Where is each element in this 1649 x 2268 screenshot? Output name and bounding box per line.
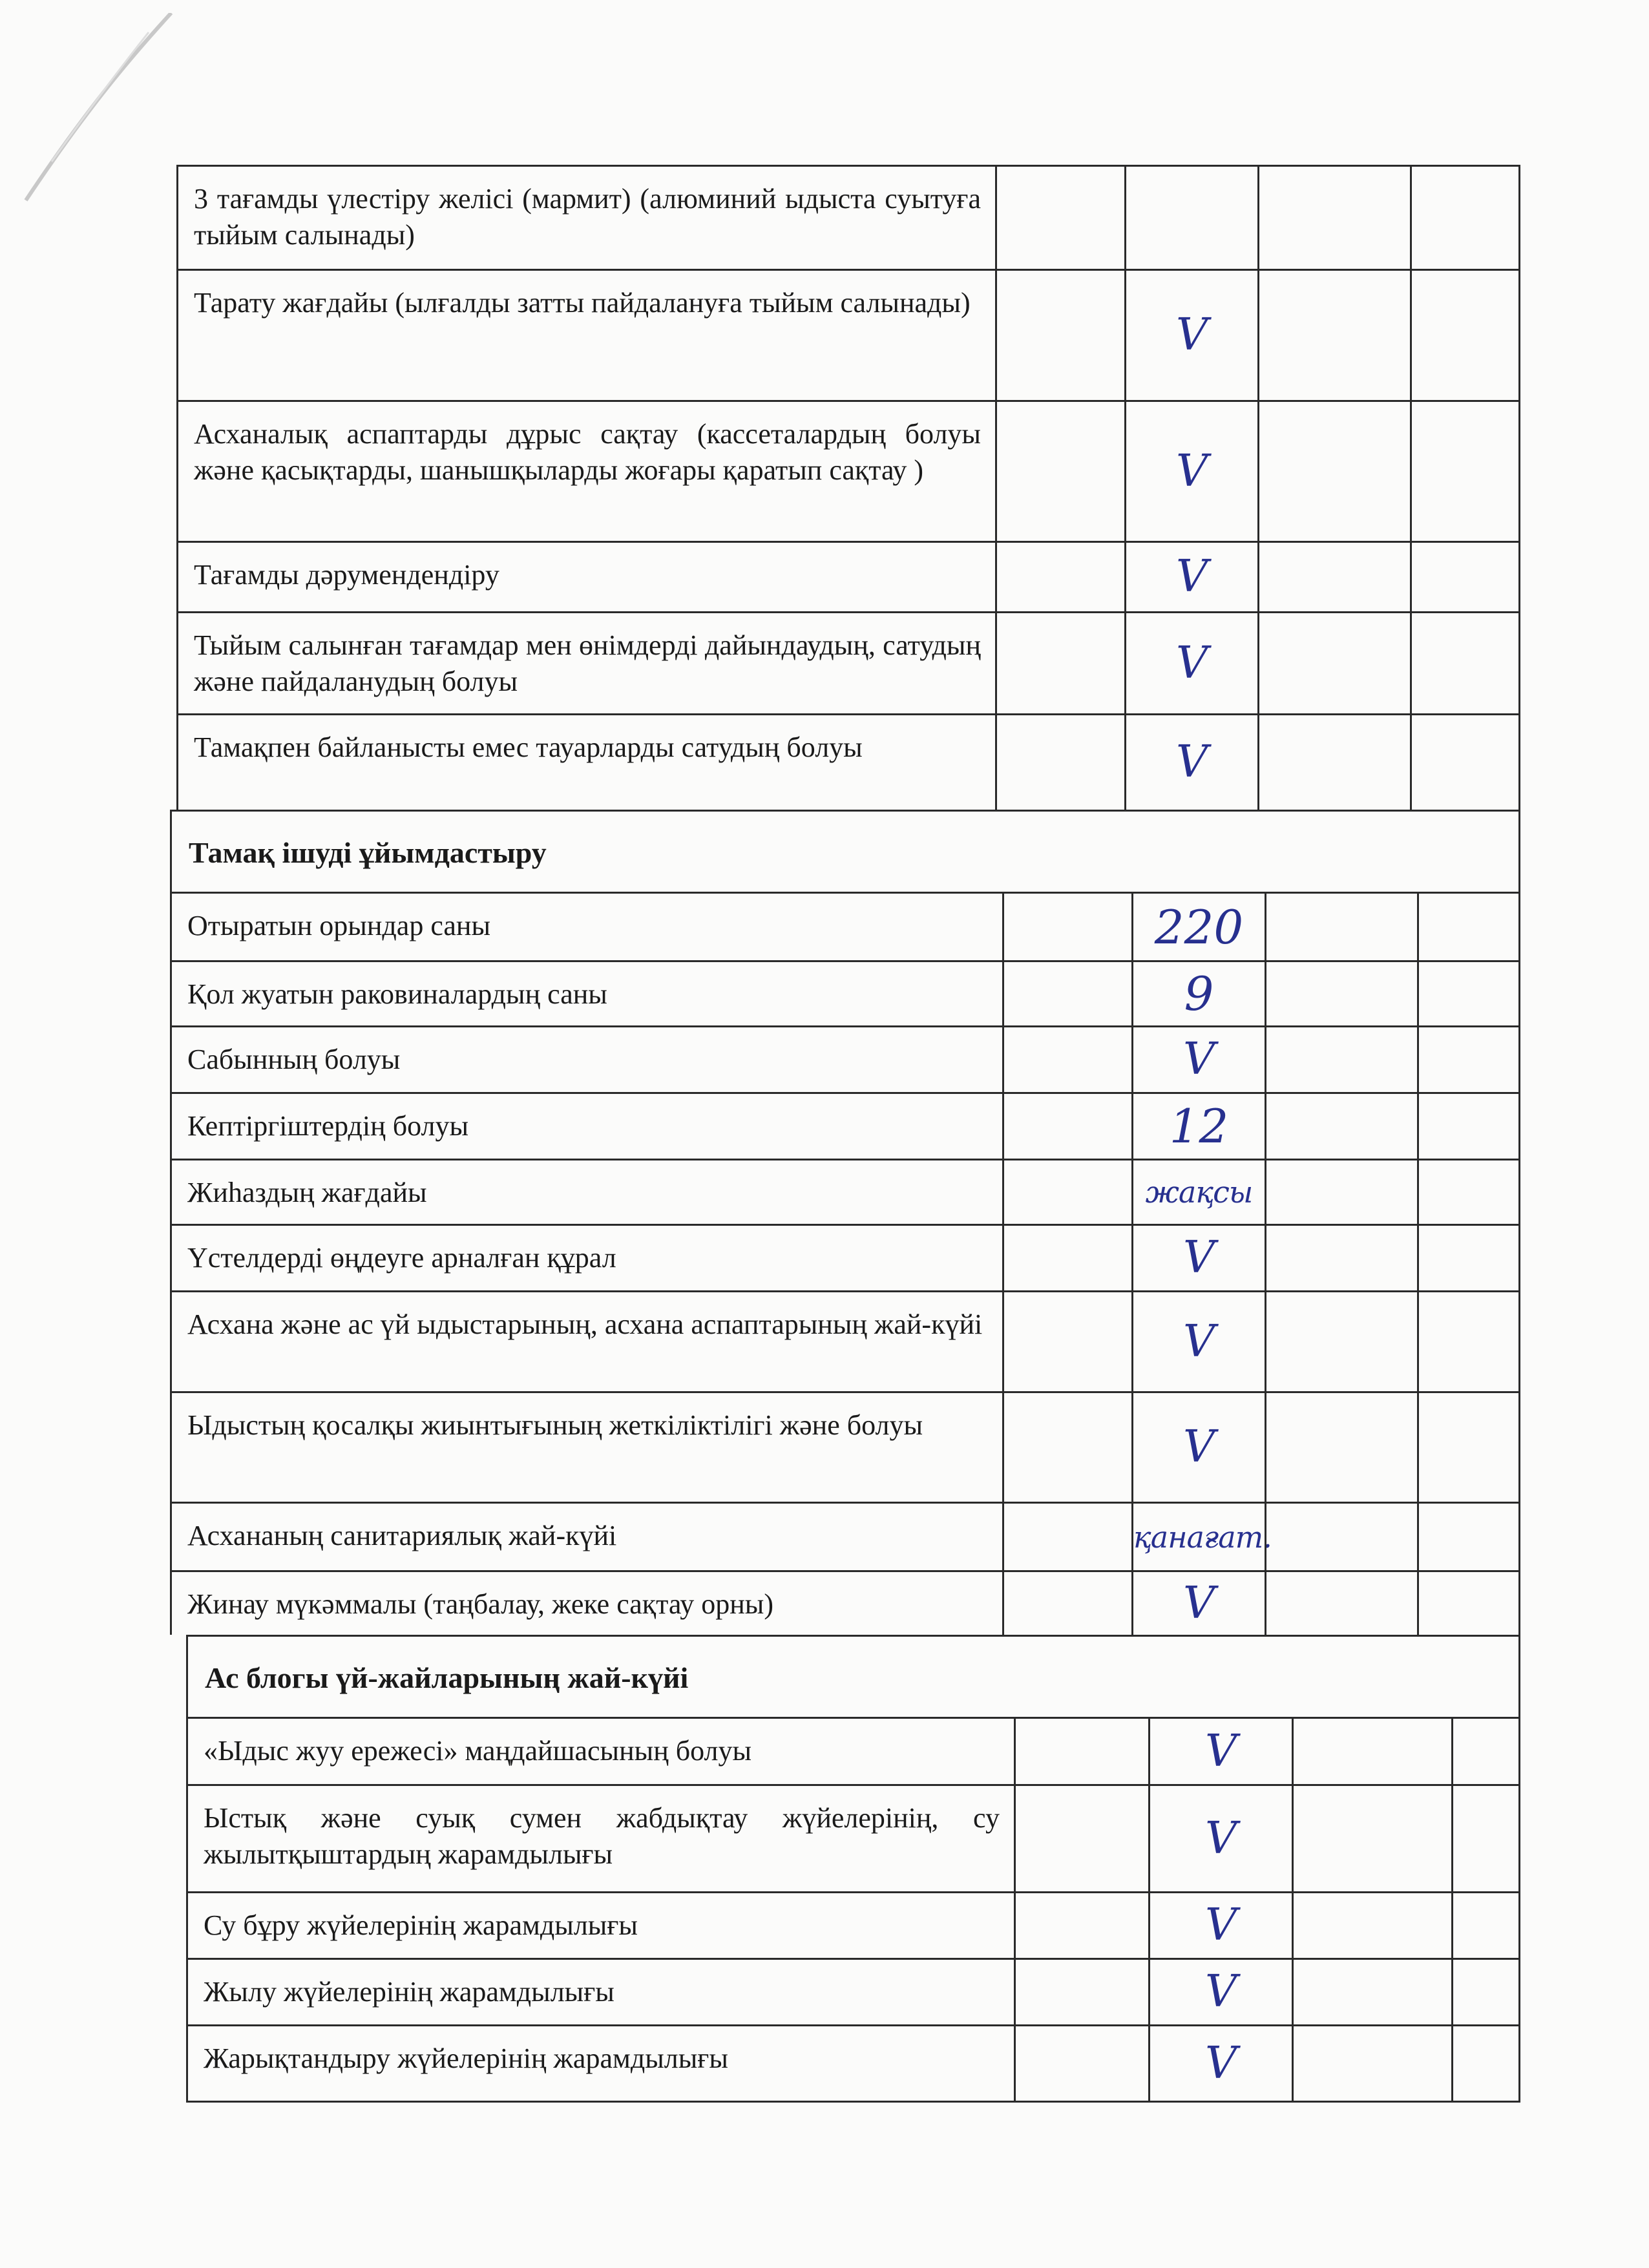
check-cell-2 xyxy=(1148,1960,1292,2024)
table-row xyxy=(172,1572,1518,1635)
table-row xyxy=(172,1094,1518,1160)
table-row xyxy=(172,894,1518,962)
check-cell-4 xyxy=(1451,2026,1518,2101)
handwritten-mark: V xyxy=(1182,1577,1215,1629)
row-label: Ыдыстың қосалқы жиынтығының жеткіліктілігі және болуы xyxy=(187,1409,923,1441)
check-cell-4 xyxy=(1417,1292,1518,1391)
check-cell-1 xyxy=(995,402,1124,541)
check-cell-4 xyxy=(1410,167,1518,269)
check-cell-2 xyxy=(1131,894,1265,960)
check-cell-3 xyxy=(1265,962,1417,1025)
checklist-table xyxy=(176,165,1520,2103)
row-label: Үстелдерді өңдеуге арналған құрал xyxy=(187,1242,616,1274)
check-cell-2 xyxy=(1131,1094,1265,1159)
check-cell-1 xyxy=(1002,1226,1131,1290)
check-cell-3 xyxy=(1292,1960,1451,2024)
check-cell-3 xyxy=(1257,543,1410,611)
check-cell-4 xyxy=(1417,1160,1518,1224)
check-cell-2 xyxy=(1131,1393,1265,1502)
handwritten-mark: 220 xyxy=(1154,899,1244,954)
table-row xyxy=(178,402,1518,543)
check-cell-1 xyxy=(1002,962,1131,1025)
check-cell-1 xyxy=(995,167,1124,269)
check-cell-2 xyxy=(1124,715,1257,810)
row-label: «Ыдыс жуу ережесі» маңдайшасының болуы xyxy=(204,1735,752,1767)
check-cell-4 xyxy=(1417,1027,1518,1092)
row-label: Асхана және ас үй ыдыстарының, асхана аспаптарының жай-күйі xyxy=(187,1308,983,1340)
table-row xyxy=(188,1786,1518,1893)
scan-artifact-line xyxy=(13,13,181,220)
row-label: Сабынның болуы xyxy=(187,1044,401,1075)
check-cell-3 xyxy=(1257,613,1410,713)
handwritten-mark: V xyxy=(1182,1232,1215,1283)
check-cell-3 xyxy=(1257,167,1410,269)
check-cell-2 xyxy=(1131,1504,1272,1570)
section-header: Ас блогы үй-жайларының жай-күйі xyxy=(205,1661,689,1694)
check-cell-4 xyxy=(1451,1719,1518,1784)
check-cell-4 xyxy=(1417,1504,1518,1570)
check-cell-1 xyxy=(1002,1504,1131,1570)
check-cell-3 xyxy=(1265,1572,1417,1635)
check-cell-4 xyxy=(1417,894,1518,960)
check-cell-4 xyxy=(1451,1786,1518,1891)
handwritten-mark: V xyxy=(1182,1316,1215,1367)
check-cell-3 xyxy=(1265,1393,1417,1502)
table-row xyxy=(188,1719,1518,1786)
check-cell-3 xyxy=(1257,271,1410,400)
handwritten-mark: 12 xyxy=(1169,1099,1229,1153)
handwritten-mark: жақсы xyxy=(1145,1175,1253,1210)
check-cell-2 xyxy=(1148,2026,1292,2101)
check-cell-2 xyxy=(1124,613,1257,713)
check-cell-1 xyxy=(1014,1893,1148,1958)
row-label: Қол жуатын раковиналардың саны xyxy=(187,978,607,1010)
row-label: Тағамды дәрумендендіру xyxy=(194,559,499,591)
row-label: Жинау мүкәммалы (таңбалау, жеке сақтау орны) xyxy=(187,1588,773,1620)
check-cell-4 xyxy=(1410,613,1518,713)
check-cell-1 xyxy=(995,715,1124,810)
table-row xyxy=(188,1893,1518,1960)
table-section-top xyxy=(176,165,1520,810)
row-label: 3 тағамды үлестіру желісі (мармит) (алюминий ыдыста суытуға тыйым салынады) xyxy=(194,183,981,251)
section-header: Тамақ ішуді ұйымдастыру xyxy=(189,836,547,869)
check-cell-3 xyxy=(1257,402,1410,541)
check-cell-3 xyxy=(1292,2026,1451,2101)
check-cell-2 xyxy=(1148,1893,1292,1958)
check-cell-2 xyxy=(1131,1292,1265,1391)
check-cell-2 xyxy=(1131,1027,1265,1092)
table-row xyxy=(172,1027,1518,1094)
table-row xyxy=(188,2026,1518,2101)
check-cell-3 xyxy=(1265,1027,1417,1092)
handwritten-mark: V xyxy=(1204,1725,1237,1777)
row-label: Тарату жағдайы (ылғалды затты пайдалануға тыйым салынады) xyxy=(194,287,971,319)
table-section-mid xyxy=(170,810,1520,1635)
check-cell-3 xyxy=(1265,1160,1417,1224)
handwritten-mark: V xyxy=(1182,1422,1215,1473)
check-cell-4 xyxy=(1417,1226,1518,1290)
table-row xyxy=(172,1160,1518,1226)
check-cell-1 xyxy=(995,543,1124,611)
section-header-row xyxy=(172,812,1518,894)
check-cell-1 xyxy=(1002,894,1131,960)
check-cell-3 xyxy=(1265,1292,1417,1391)
check-cell-1 xyxy=(1014,1719,1148,1784)
table-section-bottom xyxy=(186,1635,1520,2103)
check-cell-4 xyxy=(1410,543,1518,611)
check-cell-1 xyxy=(995,271,1124,400)
handwritten-mark: V xyxy=(1204,1966,1237,2017)
check-cell-1 xyxy=(1002,1393,1131,1502)
check-cell-3 xyxy=(1265,894,1417,960)
check-cell-2 xyxy=(1131,962,1265,1025)
check-cell-2 xyxy=(1148,1786,1292,1891)
check-cell-2 xyxy=(1131,1226,1265,1290)
row-label: Асхананың санитариялық жай-күйі xyxy=(187,1520,617,1551)
check-cell-2 xyxy=(1124,167,1257,269)
check-cell-2 xyxy=(1148,1719,1292,1784)
table-row xyxy=(172,1292,1518,1393)
table-row xyxy=(178,715,1518,810)
check-cell-4 xyxy=(1410,715,1518,810)
check-cell-2 xyxy=(1131,1572,1265,1635)
check-cell-1 xyxy=(1014,1960,1148,2024)
table-row xyxy=(178,271,1518,402)
table-row xyxy=(178,613,1518,715)
table-row xyxy=(188,1960,1518,2026)
check-cell-4 xyxy=(1417,962,1518,1025)
row-label: Асханалық аспаптарды дұрыс сақтау (кассеталардың болуы және қасықтарды, шанышқыларды жоғары қаратып сақтау ) xyxy=(194,418,981,486)
check-cell-3 xyxy=(1292,1893,1451,1958)
table-row xyxy=(172,962,1518,1027)
handwritten-mark: V xyxy=(1175,551,1208,602)
section-header-row xyxy=(188,1637,1518,1719)
check-cell-4 xyxy=(1417,1572,1518,1635)
handwritten-mark: қанағат. xyxy=(1133,1519,1272,1555)
check-cell-4 xyxy=(1451,1960,1518,2024)
check-cell-2 xyxy=(1131,1160,1265,1224)
check-cell-1 xyxy=(1014,2026,1148,2101)
row-label: Ыстық және суық сумен жабдықтау жүйелерінің, су жылытқыштардың жарамдылығы xyxy=(204,1802,1000,1870)
table-row xyxy=(178,543,1518,613)
row-label: Жылу жүйелерінің жарамдылығы xyxy=(204,1976,614,2008)
check-cell-2 xyxy=(1124,543,1257,611)
handwritten-mark: V xyxy=(1204,2037,1237,2089)
check-cell-1 xyxy=(1002,1292,1131,1391)
check-cell-4 xyxy=(1451,1893,1518,1958)
check-cell-1 xyxy=(1002,1027,1131,1092)
table-row xyxy=(172,1504,1518,1572)
row-label: Су бұру жүйелерінің жарамдылығы xyxy=(204,1909,638,1941)
check-cell-3 xyxy=(1292,1786,1451,1891)
check-cell-1 xyxy=(1002,1160,1131,1224)
check-cell-3 xyxy=(1265,1094,1417,1159)
check-cell-2 xyxy=(1124,402,1257,541)
handwritten-mark: V xyxy=(1175,637,1208,689)
check-cell-3 xyxy=(1257,715,1410,810)
check-cell-1 xyxy=(1002,1572,1131,1635)
check-cell-4 xyxy=(1417,1393,1518,1502)
row-label: Отыратын орындар саны xyxy=(187,910,491,941)
row-label: Жиһаздың жағдайы xyxy=(187,1177,427,1208)
handwritten-mark: V xyxy=(1175,445,1208,497)
check-cell-1 xyxy=(1002,1094,1131,1159)
check-cell-4 xyxy=(1410,402,1518,541)
handwritten-mark: V xyxy=(1175,310,1208,361)
check-cell-3 xyxy=(1265,1226,1417,1290)
handwritten-mark: 9 xyxy=(1184,967,1214,1021)
check-cell-4 xyxy=(1417,1094,1518,1159)
check-cell-1 xyxy=(995,613,1124,713)
table-row xyxy=(172,1393,1518,1504)
check-cell-2 xyxy=(1124,271,1257,400)
table-row xyxy=(178,167,1518,271)
handwritten-mark: V xyxy=(1204,1900,1237,1951)
handwritten-mark: V xyxy=(1204,1812,1237,1864)
check-cell-4 xyxy=(1410,271,1518,400)
check-cell-1 xyxy=(1014,1786,1148,1891)
check-cell-3 xyxy=(1292,1719,1451,1784)
table-row xyxy=(172,1226,1518,1292)
handwritten-mark: V xyxy=(1182,1034,1215,1085)
row-label: Тыйым салынған тағамдар мен өнімдерді дайындаудың, сатудың және пайдаланудың болуы xyxy=(194,629,981,697)
check-cell-3 xyxy=(1265,1504,1417,1570)
handwritten-mark: V xyxy=(1175,737,1208,788)
row-label: Кептіргіштердің болуы xyxy=(187,1110,469,1142)
row-label: Жарықтандыру жүйелерінің жарамдылығы xyxy=(204,2042,728,2074)
row-label: Тамақпен байланысты емес тауарларды сатудың болуы xyxy=(194,731,863,763)
